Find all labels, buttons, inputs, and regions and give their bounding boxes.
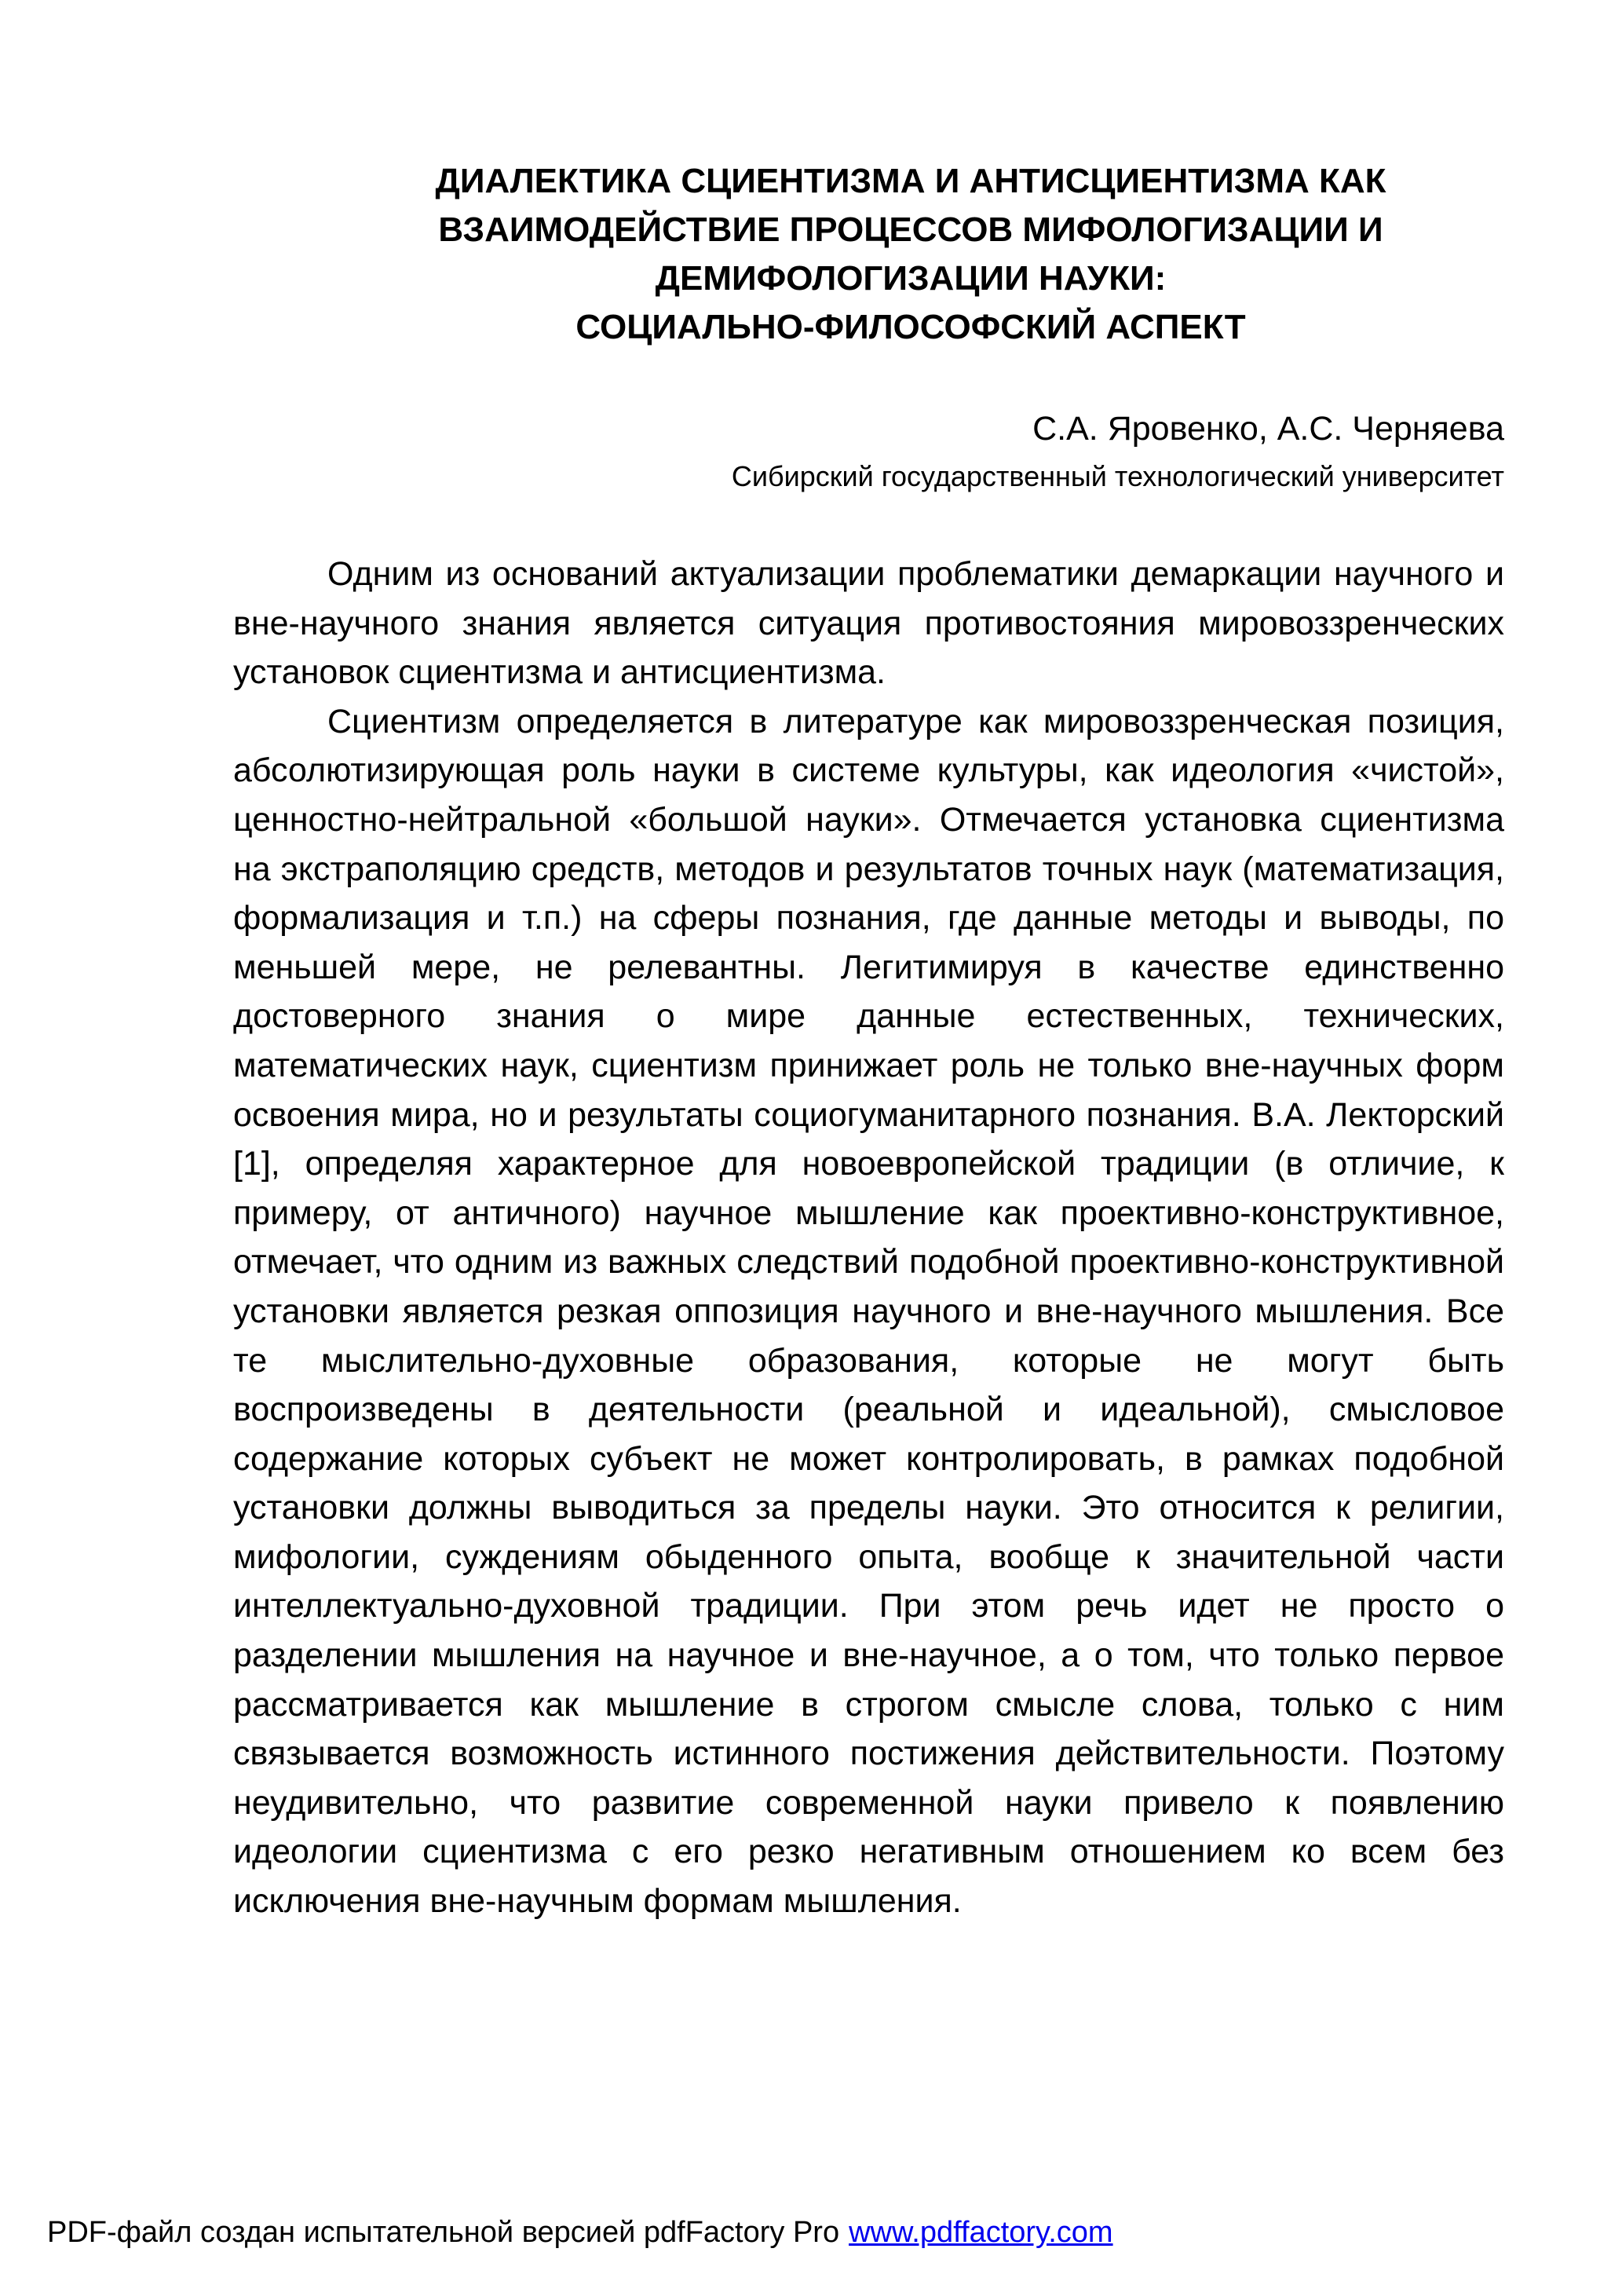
footer-link[interactable]: www.pdffactory.com xyxy=(849,2216,1113,2249)
footer-text: PDF-файл создан испытательной версией pdfFactory Pro xyxy=(47,2216,840,2249)
title-line: ДЕМИФОЛОГИЗАЦИИ НАУКИ: xyxy=(655,259,1167,298)
title-line: СОЦИАЛЬНО-ФИЛОСОФСКИЙ АСПЕКТ xyxy=(575,308,1246,346)
document-title xyxy=(236,157,1586,352)
paragraph: Сциентизм определяется в литературе как мировоззренческая позиция, абсолютизирующая роль науки в системе культуры, как идеология «чистой», ценностно-нейтральной «большой науки». Отмечается установка сциентизма на экстраполяцию средств, методов и результатов точных наук (математизация, формализация и т.п.) на сферы познания, где данные методы и выводы, по меньшей мере, не релевантны. Легитимируя в качестве единственно достоверного знания о мире данные естественных, технических, математических наук, сциентизм принижает роль не только вне-научных форм освоения мира, но и результаты социогуманитарного познания. В.А. Лекторский [1], определяя характерное для новоевропейской традиции (в отличие, к примеру, от античного) научное мышление как проективно-конструктивное, отмечает, что одним из важных следствий подобной проективно-конструктивной установки является резкая оппозиция научного и вне-научного мышления. Все те мыслительно-духовные образования, которые не могут быть воспроизведены в деятельности (реальной и идеальной), смысловое содержание которых субъект не может контролировать, в рамках подобной установки должны выводиться за пределы науки. Это относится к религии, мифологии, суждениям обыденного опыта, вообще к значительной части интеллектуально-духовной традиции. При этом речь идет не просто о разделении мышления на научное и вне-научное, а о том, что только первое рассматривается как мышление в строгом смысле слова, только с ним связывается возможность истинного постижения действительности. Поэтому неудивительно, что развитие современной науки привело к появлению идеологии сциентизма с его резко негативным отношением ко всем без исключения вне-научным формам мышления. xyxy=(233,702,1504,1921)
body-text xyxy=(233,550,1504,1926)
paragraph: Одним из оснований актуализации проблематики демаркации научного и вне-научного знания является ситуация противостояния мировоззренческих установок сциентизма и антисциентизма. xyxy=(233,555,1504,692)
title-line: ВЗАИМОДЕЙСТВИЕ ПРОЦЕССОВ МИФОЛОГИЗАЦИИ И xyxy=(438,210,1383,249)
title-line: ДИАЛЕКТИКА СЦИЕНТИЗМА И АНТИСЦИЕНТИЗМА КАК xyxy=(435,162,1386,200)
affiliation: Сибирский государственный технологический университет xyxy=(731,460,1504,492)
authors: С.А. Яровенко, А.С. Черняева xyxy=(1032,410,1504,448)
pdf-footer xyxy=(47,2213,1113,2252)
